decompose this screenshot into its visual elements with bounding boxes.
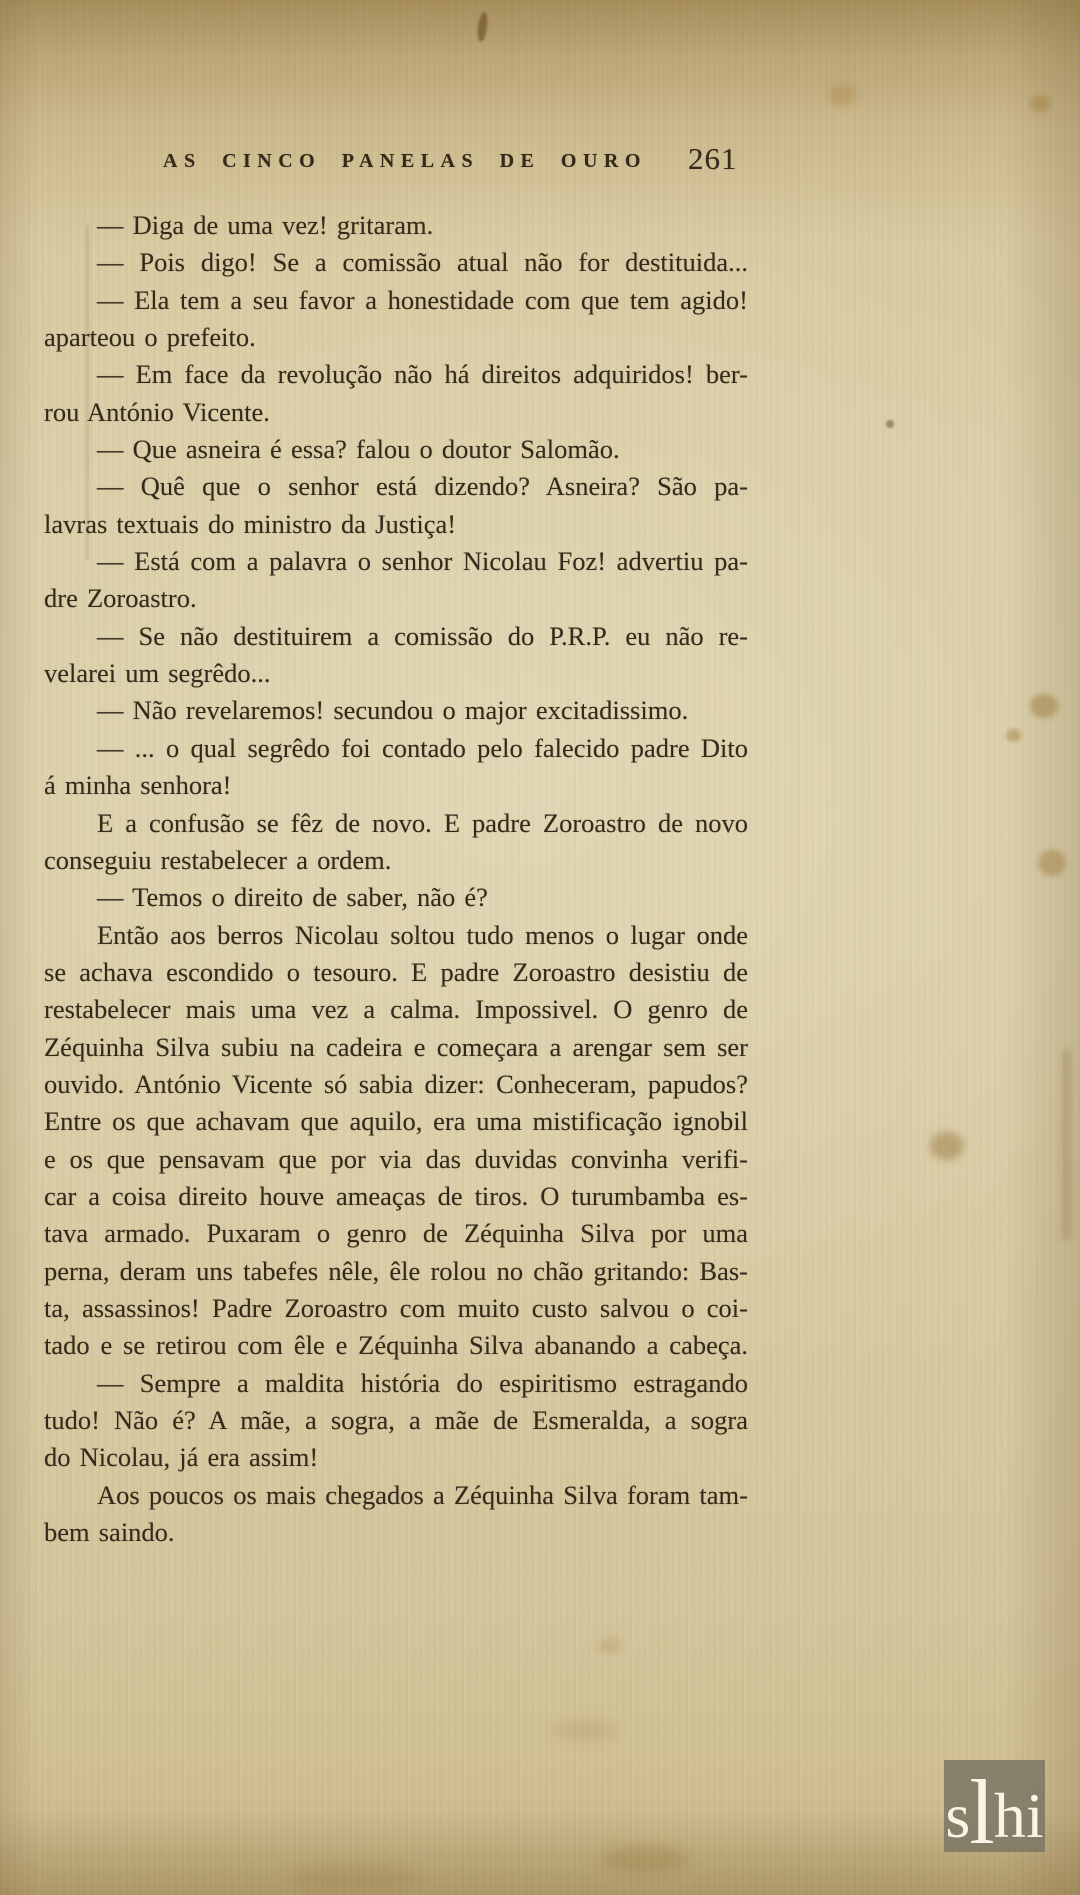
text-line: velarei um segrêdo... (44, 658, 271, 689)
stain (600, 1846, 690, 1872)
text-line: — Pois digo! Se a comissão atual não for destituida... (97, 247, 748, 278)
text-line: dre Zoroastro. (44, 583, 197, 614)
text-line: restabelecer mais uma vez a calma. Impossivel. O genro de (44, 994, 748, 1025)
watermark-letters-hi: hi (993, 1780, 1044, 1851)
library-watermark (944, 1760, 1045, 1863)
body-text (44, 207, 748, 1551)
text-line: bem saindo. (44, 1517, 175, 1548)
text-line: Então aos berros Nicolau soltou tudo menos o lugar onde (97, 919, 748, 950)
text-line: — Se não destituirem a comissão do P.R.P. eu não re- (97, 620, 748, 651)
text-line: aparteou o prefeito. (44, 322, 256, 353)
text-line: Zéquinha Silva subiu na cadeira e começara a arengar sem ser (44, 1031, 748, 1062)
stain (476, 12, 489, 43)
text-line: Aos poucos os mais chegados a Zéquinha Silva foram tam- (97, 1479, 748, 1510)
stain (1006, 729, 1021, 742)
text-line: — Ela tem a seu favor a honestidade com que tem agido! (97, 284, 748, 315)
text-line: tava armado. Puxaram o genro de Zéquinha Silva por uma (44, 1218, 748, 1249)
text-line: — Está com a palavra o senhor Nicolau Foz! advertiu pa- (97, 546, 748, 577)
text-line: lavras textuais do ministro da Justiça! (44, 508, 457, 539)
text-line: ta, assassinos! Padre Zoroastro com muito custo salvou o coi- (44, 1292, 748, 1323)
text-line: ouvido. António Vicente só sabia dizer: Conheceram, papudos? (44, 1068, 748, 1099)
text-line: tado e se retirou com êle e Zéquinha Silva abanando a cabeça. (44, 1330, 748, 1361)
text-line: — Quê que o senhor está dizendo? Asneira? São pa- (97, 471, 748, 502)
text-line: se achava escondido o tesouro. E padre Zoroastro desistiu de (44, 956, 748, 987)
stain (930, 1132, 964, 1160)
text-line: perna, deram uns tabefes nêle, êle rolou no chão gritando: Bas- (44, 1255, 748, 1286)
stain (552, 1720, 618, 1740)
text-line: rou António Vicente. (44, 396, 270, 427)
stain (290, 1866, 420, 1888)
stain (886, 420, 894, 428)
text-line: — Diga de uma vez! gritaram. (97, 210, 434, 240)
stain (598, 1638, 620, 1653)
running-header-title: AS CINCO PANELAS DE OURO (163, 150, 647, 172)
text-line: — Que asneira é essa? falou o doutor Salomão. (97, 434, 620, 465)
text-line: E a confusão se fêz de novo. E padre Zoroastro de novo (97, 807, 748, 838)
text-line: — Não revelaremos! secundou o major excitadissimo. (97, 695, 689, 726)
stain (1038, 850, 1066, 876)
stain (1030, 95, 1050, 112)
page-number: 261 (688, 141, 738, 176)
text-line: tudo! Não é? A mãe, a sogra, a mãe de Esmeralda, a sogra (44, 1405, 748, 1435)
text-line: — ... o qual segrêdo foi contado pelo falecido padre Dito (97, 732, 748, 763)
text-line: conseguiu restabelecer a ordem. (44, 844, 392, 875)
watermark-letter-s: s (945, 1780, 971, 1851)
text-line: — Sempre a maldita história do espiritismo estragando (97, 1367, 748, 1398)
text-line: e os que pensavam que por via das duvidas convinha verifi- (44, 1143, 748, 1174)
edge-streak (1062, 1050, 1071, 1240)
text-line: Entre os que achavam que aquilo, era uma mistificação ignobil (44, 1106, 748, 1137)
text-line: — Temos o direito de saber, não é? (97, 882, 488, 913)
text-line: — Em face da revolução não há direitos adquiridos! ber- (97, 359, 748, 390)
text-line: do Nicolau, já era assim! (44, 1442, 319, 1473)
watermark-letter-l: l (969, 1761, 995, 1863)
stain (1030, 694, 1058, 718)
stain (828, 84, 856, 106)
text-line: á minha senhora! (44, 770, 232, 801)
text-line: car a coisa direito houve ameaças de tiros. O turumbamba es- (44, 1180, 748, 1211)
